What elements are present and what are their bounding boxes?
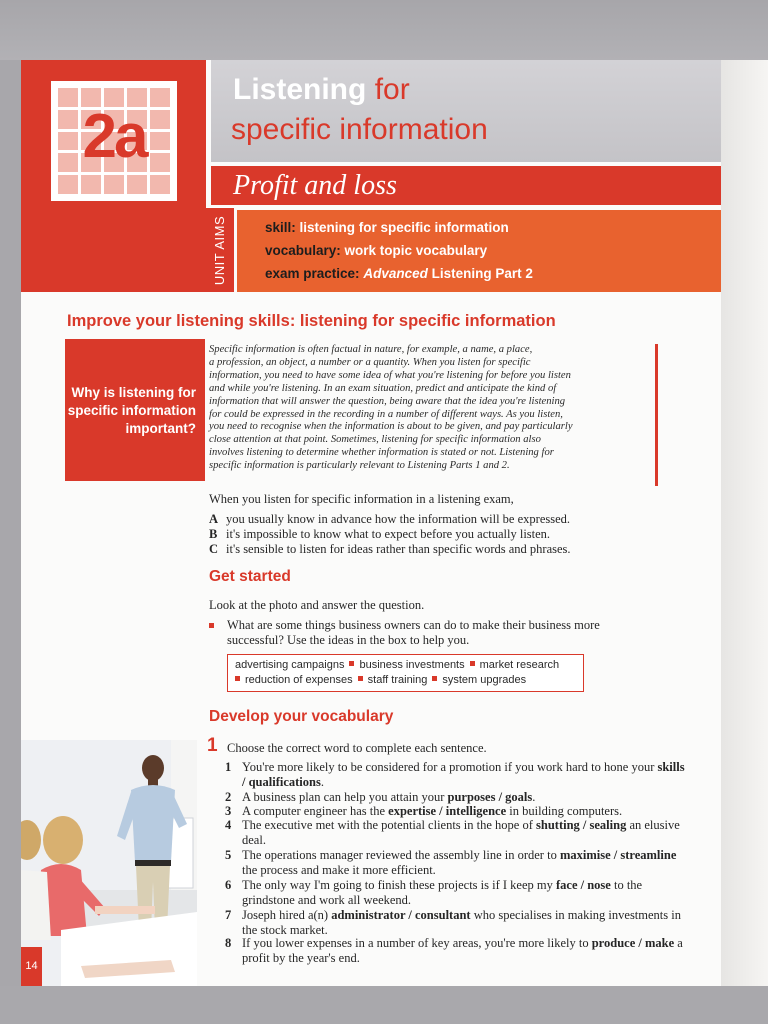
option-c[interactable] — [209, 542, 571, 557]
title-bold: Listening — [233, 73, 367, 106]
unit-block — [21, 60, 206, 292]
title-block — [211, 60, 721, 162]
item-options[interactable]: produce / make — [591, 936, 675, 950]
vocabulary-title: Develop your vocabulary — [209, 708, 394, 725]
unit-aims-label — [206, 208, 234, 292]
aim-exam-practice — [265, 266, 533, 281]
ideas-row — [235, 659, 559, 671]
item-options[interactable]: skills / qualifications — [242, 760, 685, 789]
item-options[interactable]: shutting / sealing — [536, 818, 627, 832]
unit-aims-box — [237, 210, 721, 292]
exercise-instruction: Choose the correct word to complete each sentence. — [227, 741, 487, 755]
paragraph-line: you need to recognise when the information is about to be given, and pay particularly — [209, 421, 573, 433]
option-text: it's impossible to know what to expect before you actually listen. — [226, 527, 551, 541]
aim-value-italic: Advanced — [363, 266, 428, 281]
ideas-row — [235, 674, 526, 686]
idea-item: business investments — [359, 659, 465, 671]
option-b[interactable] — [209, 527, 550, 542]
aim-value: listening for specific information — [299, 220, 509, 235]
question-line: successful? Use the ideas in the box to help you. — [227, 633, 470, 647]
item-text: The only way I'm going to finish these projects is if I keep my — [242, 878, 556, 892]
unit-number: 2a — [82, 102, 146, 171]
item-options[interactable]: face / nose — [556, 878, 611, 892]
get-started-intro: Look at the photo and answer the question. — [209, 598, 425, 612]
item-number: 5 — [225, 848, 232, 862]
item-text: The executive met with the potential clients in the hope of — [242, 818, 537, 832]
paragraph-line: close attention at that point. Sometimes, listening for specific information also — [209, 434, 541, 446]
idea-item: system upgrades — [442, 674, 527, 686]
item-options[interactable]: maximise / streamline — [559, 848, 677, 862]
item-number: 7 — [225, 908, 232, 922]
paragraph-line: a profession, an object, a number or a quantity. When you listen for specific — [209, 356, 531, 368]
vocab-item — [225, 818, 685, 848]
item-text: to the grindstone and work all weekend. — [242, 878, 643, 907]
vocab-item — [225, 908, 685, 938]
idea-item: advertising campaigns — [235, 659, 345, 671]
why-box — [65, 339, 205, 481]
aim-label: vocabulary: — [265, 243, 341, 258]
item-text: . — [320, 775, 324, 789]
item-number: 2 — [225, 790, 232, 804]
ideas-box — [227, 654, 584, 692]
get-started-question — [209, 618, 649, 648]
page-title-line2: specific information — [231, 113, 488, 146]
photo-illustration — [21, 740, 197, 986]
option-a[interactable] — [209, 512, 570, 527]
aim-value: work topic vocabulary — [344, 243, 488, 258]
idea-item: reduction of expenses — [245, 674, 353, 686]
bullet-square-icon — [432, 676, 437, 681]
item-text: a profit by the year's end. — [242, 936, 683, 965]
bullet-square-icon — [349, 661, 354, 666]
paragraph-line: information, you need to have some idea of what you're listening for before you listen — [209, 369, 571, 381]
unit-aims-text: UNIT AIMS — [212, 215, 228, 285]
title-rest: for — [374, 73, 410, 106]
item-text: You're more likely to be considered for a promotion if you work hard to hone your — [242, 760, 658, 774]
paragraph-line: specific information is particularly relevant to Listening Parts 1 and 2. — [209, 460, 510, 472]
improve-section-title: Improve your listening skills: listening for specific information — [67, 312, 556, 330]
paragraph-line: information that will answer the question, being aware that the idea you're listening — [209, 395, 566, 407]
unit-badge — [51, 81, 177, 201]
business-meeting-photo — [21, 740, 197, 986]
option-letter: A — [209, 512, 219, 526]
item-text: A computer engineer has the — [242, 804, 389, 818]
question-intro: When you listen for specific information in a listening exam, — [209, 492, 514, 506]
get-started-title: Get started — [209, 568, 291, 585]
item-number: 3 — [225, 804, 232, 818]
bullet-square-icon — [470, 661, 475, 666]
info-paragraph — [209, 344, 649, 473]
idea-item: market research — [479, 659, 560, 671]
question-line: What are some things business owners can do to make their business more — [227, 618, 600, 632]
item-text: an elusive deal. — [242, 818, 680, 847]
vocab-item — [225, 760, 685, 790]
item-text: A business plan can help you attain your — [242, 790, 448, 804]
paragraph-rule — [655, 344, 658, 486]
item-text: who specialises in making investments in the stock market. — [242, 908, 681, 937]
page-title-line1 — [233, 72, 410, 108]
item-options[interactable]: expertise / intelligence — [388, 804, 507, 818]
item-text: The operations manager reviewed the assembly line in order to — [242, 848, 560, 862]
why-question: Why is listening for specific information important? — [67, 385, 196, 436]
vocab-item — [225, 804, 685, 819]
item-text: Joseph hired a(n) — [242, 908, 332, 922]
aim-value: Listening Part 2 — [431, 266, 533, 281]
paragraph-line: and while you're listening. In an exam situation, predict and anticipate the kind of — [209, 382, 557, 394]
scan-background-bottom — [0, 986, 768, 1024]
vocab-item — [225, 848, 685, 878]
item-number: 6 — [225, 878, 232, 892]
option-letter: B — [209, 527, 218, 541]
paragraph-line: Specific information is often factual in nature, for example, a name, a place, — [209, 344, 533, 355]
aim-vocabulary — [265, 243, 487, 258]
textbook-page — [21, 60, 721, 986]
paragraph-line: involves listening to determine whether information is stated or not. Listening for — [209, 447, 554, 459]
item-text: in building computers. — [506, 804, 623, 818]
option-letter: C — [209, 542, 219, 556]
aim-label: exam practice: — [265, 266, 360, 281]
bullet-square-icon — [235, 676, 240, 681]
item-options[interactable]: purposes / goals — [447, 790, 533, 804]
item-text: the process and make it more efficient. — [242, 863, 436, 877]
bullet-square-icon — [358, 676, 363, 681]
aim-skill — [265, 220, 509, 235]
option-text: it's sensible to listen for ideas rather than specific words and phrases. — [226, 542, 571, 556]
page-number: 14 — [21, 947, 42, 986]
item-options[interactable]: administrator / consultant — [331, 908, 471, 922]
facing-page-edge — [721, 60, 768, 986]
vocab-item — [225, 790, 685, 805]
idea-item: staff training — [367, 674, 428, 686]
item-number: 4 — [225, 818, 232, 832]
bullet-square-icon — [209, 623, 214, 628]
item-number: 8 — [225, 936, 232, 950]
item-number: 1 — [225, 760, 232, 774]
vocab-item — [225, 878, 685, 908]
aim-label: skill: — [265, 220, 296, 235]
item-text: If you lower expenses in a number of key areas, you're more likely to — [242, 936, 592, 950]
paragraph-line: for could be expressed in the recording in a number of different ways. As you listen, — [209, 408, 563, 420]
subtitle-bar — [211, 166, 721, 205]
exercise-number: 1 — [207, 735, 218, 756]
page-subtitle: Profit and loss — [233, 170, 397, 201]
vocab-item — [225, 936, 685, 966]
item-text: . — [532, 790, 536, 804]
scan-background — [0, 0, 768, 60]
option-text: you usually know in advance how the information will be expressed. — [226, 512, 571, 526]
